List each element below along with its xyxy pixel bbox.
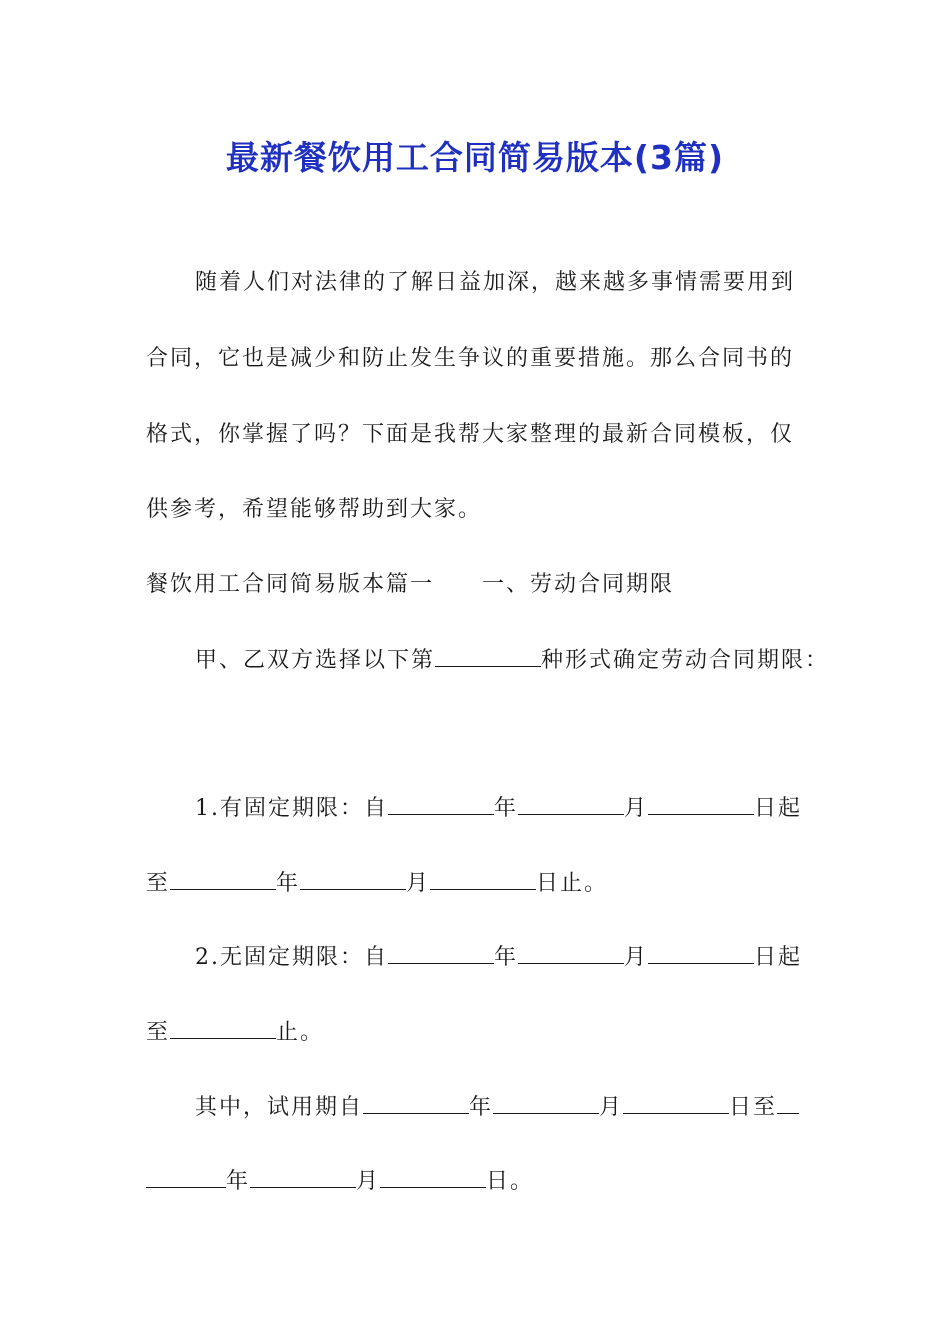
- year-label: 年: [494, 796, 519, 821]
- blank-field[interactable]: [388, 943, 494, 964]
- blank-field[interactable]: [250, 1167, 356, 1188]
- fixed-term-line-1: [195, 794, 802, 824]
- open-term-line-1: [195, 943, 802, 973]
- probation-prefix: 其中，试用期自: [195, 1095, 364, 1120]
- day-to-label: 日至: [729, 1095, 778, 1120]
- intro-line-1: 随着人们对法律的了解日益加深，越来越多事情需要用到: [195, 270, 796, 295]
- section-heading: 餐饮用工合同简易版本篇一: [146, 572, 435, 597]
- intro-line-3: 格式，你掌握了吗？下面是我帮大家整理的最新合同模板，仅: [146, 422, 795, 447]
- to-label: 至: [146, 871, 171, 896]
- month-label: 月: [624, 796, 649, 821]
- blank-field[interactable]: [146, 1167, 226, 1188]
- day-start-label: 日起: [754, 796, 803, 821]
- blank-field[interactable]: [300, 869, 406, 890]
- probation-line-2: [146, 1167, 534, 1197]
- month-label: 月: [406, 871, 431, 896]
- year-label: 年: [494, 945, 519, 970]
- blank-field[interactable]: [777, 1093, 799, 1114]
- open-term-line-2: [146, 1018, 324, 1048]
- blank-field[interactable]: [493, 1093, 599, 1114]
- month-label: 月: [356, 1169, 381, 1194]
- blank-field[interactable]: [648, 794, 754, 815]
- month-label: 月: [599, 1095, 624, 1120]
- blank-field[interactable]: [623, 1093, 729, 1114]
- probation-line-1: [195, 1093, 799, 1123]
- fixed-term-line-2: [146, 869, 608, 899]
- blank-field[interactable]: [648, 943, 754, 964]
- term-select-line: [195, 646, 829, 676]
- day-start-label: 日起: [754, 945, 803, 970]
- blank-field[interactable]: [170, 869, 276, 890]
- intro-line-2: 合同，它也是减少和防止发生争议的重要措施。那么合同书的: [146, 346, 795, 371]
- fixed-term-prefix: 1.有固定期限：自: [195, 796, 388, 821]
- blank-field[interactable]: [430, 869, 536, 890]
- year-label: 年: [276, 871, 301, 896]
- intro-line-4: 供参考，希望能够帮助到大家。: [146, 497, 483, 522]
- open-term-prefix: 2.无固定期限：自: [195, 945, 388, 970]
- term-select-before: 甲、乙双方选择以下第: [195, 648, 436, 673]
- clause-heading: 一、劳动合同期限: [482, 572, 675, 597]
- blank-field[interactable]: [388, 794, 494, 815]
- blank-field[interactable]: [518, 943, 624, 964]
- blank-field[interactable]: [518, 794, 624, 815]
- day-end-label: 日。: [486, 1169, 535, 1194]
- day-end-label: 日止。: [536, 871, 609, 896]
- blank-field[interactable]: [380, 1167, 486, 1188]
- year-label: 年: [469, 1095, 494, 1120]
- blank-field[interactable]: [435, 646, 541, 667]
- year-label: 年: [226, 1169, 251, 1194]
- blank-field[interactable]: [170, 1018, 276, 1039]
- page-title: 最新餐饮用工合同简易版本(3篇): [225, 138, 725, 177]
- blank-field[interactable]: [363, 1093, 469, 1114]
- end-label: 止。: [276, 1020, 325, 1045]
- to-label: 至: [146, 1020, 171, 1045]
- term-select-after: 种形式确定劳动合同期限：: [541, 648, 830, 673]
- section-heading-line: [146, 570, 674, 600]
- month-label: 月: [624, 945, 649, 970]
